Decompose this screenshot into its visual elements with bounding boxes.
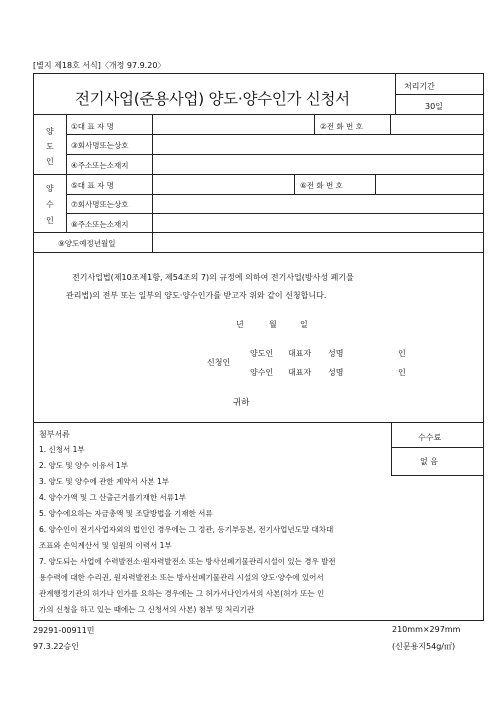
transferor-phone-label: ②전 화 번 호: [320, 122, 363, 131]
footer-paper: (신문용지54g/㎡): [392, 642, 456, 651]
attachment-item-7b: 용수력에 대한 수리권, 원자력발전소 또는 방사선폐기물관리 시설의 양도·양수에 있어서: [39, 573, 324, 582]
applicant-row1-seal: 인: [398, 349, 406, 358]
declaration-line-1: 전기사업법(제10조제1항, 제54조의 7)의 규정에 의하여 전기사업(방사성 폐기물: [72, 273, 354, 282]
footer-approval: 97.3.22승인: [33, 642, 79, 651]
attachment-item-4: 4. 양수가액 및 그 산출근거를기재한 서류1부: [39, 493, 187, 502]
transferee-label-3: 인: [46, 216, 54, 225]
transferee-company-field[interactable]: [153, 195, 483, 213]
transferor-label-2: 도: [46, 142, 54, 151]
transferee-label-1: 양: [46, 184, 54, 193]
attachment-item-7d: 가의 신청을 하고 있는 때에는 그 신청서의 사본) 첨부 및 처리기관: [39, 605, 255, 614]
date-month-field[interactable]: [246, 315, 268, 330]
applicant-row2-rep: 대표자: [288, 368, 312, 377]
attachment-item-2: 2. 양도 및 양수 이유서 1부: [39, 461, 129, 470]
attachment-item-6a: 6. 양수인이 전기사업자외의 법인인 경우에는 그 정관, 등기부등본, 전기사업년도말 대차대: [39, 525, 334, 534]
footer-code: 29291-00911민: [33, 626, 95, 635]
applicant-row1-name-field[interactable]: [352, 344, 396, 359]
applicant-row1-rep: 대표자: [288, 349, 312, 358]
transferor-rep-name-label: ①대 표 자 명: [71, 122, 114, 131]
applicant-label: 신청인: [207, 358, 231, 367]
attachment-item-7c: 관계행정기관의 허가나 인가를 요하는 경우에는 그 허가서나인가서의 사본(허가 또는 인: [39, 589, 325, 598]
transferee-company-label: ⑦회사명또는상호: [71, 200, 129, 209]
transferor-rep-name-field[interactable]: [153, 115, 314, 133]
date-year: 년: [236, 320, 244, 329]
fee-label: 수수료: [418, 433, 442, 442]
footer-size: 210mm×297mm: [392, 625, 461, 634]
attachments-heading: 첨부서류: [39, 430, 70, 439]
applicant-row2-role: 양수인: [250, 368, 274, 377]
transferor-phone-field[interactable]: [391, 115, 483, 133]
attachment-item-6b: 조표와 손익계산서 및 임원의 이력서 1부: [39, 541, 172, 550]
transferor-company-label: ③회사명또는상호: [71, 141, 129, 150]
transferee-rep-name-label: ⑤대 표 자 명: [71, 181, 114, 190]
applicant-row1-name: 성명: [328, 349, 344, 358]
applicant-row2-seal: 인: [398, 368, 406, 377]
attachment-item-1: 1. 신청서 1부: [39, 445, 85, 454]
attachment-item-5: 5. 양수에요하는 자금총액 및 조달방법을 기재한 서류: [39, 509, 213, 518]
transferee-label-2: 수: [46, 200, 54, 209]
form-title: 전기사업(준용사업) 양도·양수인가 신청서: [75, 90, 350, 108]
processing-label: 처리기간: [404, 82, 435, 91]
transfer-date-label: ⑨양도예정년월일: [58, 239, 116, 248]
transferee-address-label: ⑧주소또는소재지: [71, 220, 129, 229]
transferor-company-field[interactable]: [153, 135, 483, 153]
applicant-row1-role: 양도인: [250, 349, 274, 358]
attachment-item-7a: 7. 양도되는 사업에 수력발전소·원자력발전소 또는 방사선폐기물관리시설이 있는 경우 발전: [39, 557, 336, 566]
attachment-item-3: 3. 양도 및 양수에 관한 계약서 사본 1부: [39, 477, 170, 486]
processing-value: 30일: [425, 102, 443, 111]
transferor-address-field[interactable]: [153, 155, 483, 173]
applicant-row2-name: 성명: [328, 368, 344, 377]
date-day: 일: [300, 320, 308, 329]
transferor-label-3: 인: [46, 157, 54, 166]
transferee-phone-field[interactable]: [376, 175, 483, 193]
transferor-label-1: 양: [46, 127, 54, 136]
transferee-rep-name-field[interactable]: [153, 175, 294, 193]
transfer-date-field[interactable]: [153, 233, 483, 251]
date-month: 월: [269, 320, 277, 329]
transferee-phone-label: ⑥전 화 번 호: [300, 181, 343, 190]
fee-value: 없 음: [420, 457, 438, 466]
addressee: 귀하: [233, 398, 250, 408]
date-year-field[interactable]: [200, 315, 234, 330]
transferee-address-field[interactable]: [153, 214, 483, 231]
applicant-row2-name-field[interactable]: [352, 363, 396, 378]
transferor-address-label: ④주소또는소재지: [71, 161, 129, 170]
form-label: [별지 제18호 서식]〈개정 97.9.20〉: [33, 61, 166, 70]
declaration-line-2: 관리법)의 전부 또는 일부의 양도·양수인가를 받고자 위와 같이 신청합니다.: [66, 291, 327, 300]
date-day-field[interactable]: [280, 315, 299, 330]
